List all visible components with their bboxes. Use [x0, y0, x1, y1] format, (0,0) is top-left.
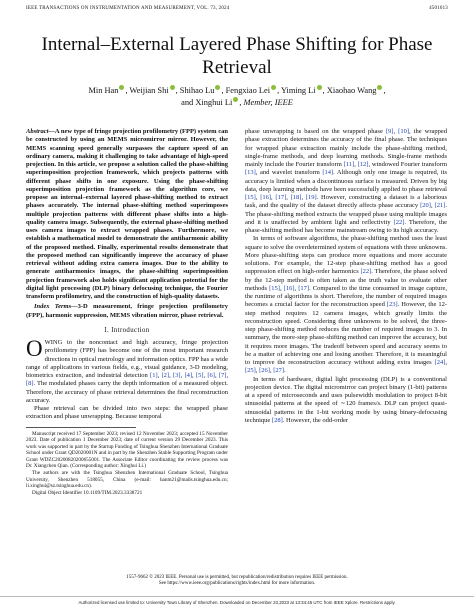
citation-link[interactable]: [16] [283, 284, 295, 292]
citation-link[interactable]: [16] [260, 194, 272, 201]
index-terms [26, 303, 228, 320]
citation-link[interactable]: [21] [434, 202, 446, 210]
orcid-icon[interactable] [377, 85, 382, 90]
drop-cap: O [26, 336, 43, 361]
index-terms-text: 3-D measurement, fringe projection profilometry (FPP), harmonic suppression, MEMS vibration mirror, phase retrieval. [26, 303, 228, 319]
author-name: , Shihao Lu [175, 86, 215, 95]
citation-link[interactable]: [25] [245, 367, 256, 375]
abstract [26, 128, 228, 301]
citation-link[interactable]: [27] [273, 367, 285, 375]
author-name: , Fengxiao Lei [221, 86, 271, 95]
citation-link[interactable]: [20] [420, 202, 431, 210]
abstract-text: A new type of fringe projection profilometry (FPP) system can be constructed by using an MEMS micromirror mirror. However, the MEMS scanning speed generally surpasses the capture speed of an ordinary camera, making it challenging to take advantage of high-speed projection. In this article, we propose a solution called the phase-shifting superimposition projection framework, which projects patterns with different phase shifts in one exposure. Using the phase-shifting superimposition projection framework as the algorithm core, we propose an internal–external layered phase-shifting method to extract phases accurately. The internal phase-shifting method superimposes multiple projection patterns with different phase shifts into a high-quality camera image. Subsequently, the external phase-shifting method uses camera images to extract wrapped phases. Furthermore, we establish a mathematical model to demonstrate the antiharmonic ability of the proposed method. Finally, experimental results demonstrate that the proposed method can significantly improve the accuracy of phase retrieval without adding extra camera images. Due to the ability to generate antiharmonics images, the phase-shifting superimposition projection framework also holds significant application potential for the digital light processing (DLP) binary defocusing technique, the Fourier transform profilometry, and the construction of high-quality datasets. [26, 128, 228, 300]
copyright-notice [26, 575, 448, 588]
orcid-icon[interactable] [233, 97, 238, 102]
citation-link[interactable]: [6] [207, 372, 215, 379]
author-name: , Xiaohao Wang [322, 86, 377, 95]
abstract-label: Abstract— [26, 128, 55, 135]
author-name: , Yiming Li [277, 86, 316, 95]
citation-link[interactable]: [18] [290, 194, 302, 201]
citation-link[interactable]: [17] [275, 194, 287, 201]
copyright-line: 1557-9662 © 2023 IEEE. Personal use is permitted, but republication/redistribution requires IEEE permission. [126, 575, 348, 580]
author-sep: , [383, 86, 386, 95]
footnote-doi: Digital Object Identifier 10.1109/TIM.2023.3338721 [32, 489, 143, 496]
member-grade: , Member, IEEE [239, 98, 293, 107]
orcid-icon[interactable] [119, 85, 124, 90]
citation-link[interactable]: [23] [386, 301, 398, 309]
citation-link[interactable]: [22] [393, 218, 405, 226]
citation-link[interactable]: [14] [322, 169, 334, 177]
copyright-line: See https://www.ieee.org/publications/rights/index.html for more information. [158, 581, 316, 587]
orcid-icon[interactable] [170, 85, 175, 90]
download-notice: Authorized licensed use limited to: University Town Library of Shenzhen. Downloaded on December 23,2023 at 13:34:45 UTC from IEEE Xplore. Restrictions apply. [78, 600, 396, 605]
right-column [245, 128, 447, 425]
intro-paragraph: OWING to the noncontact and high accuracy, fringe projection profilometry (FPP) has become one of the most important research directions in optical metrology and information optics. FPP has a wide range of applications in various fields, e.g., visual guidance, 3-D modeling, biometrics extraction, and industrial detection [1], [2], [3], [4], [5], [6], [7], [8]. The modulated phases carry the depth information of a measured object. Therefore, the accuracy of phase retrieval determines the final reconstruction accuracy. [26, 336, 229, 404]
left-column [26, 128, 228, 496]
journal-name: IEEE TRANSACTIONS ON INSTRUMENTATION AND MEASUREMENT, VOL. 73, 2024 [26, 6, 230, 11]
intro-paragraph: Phase retrieval can be divided into two steps: the wrapped phase extraction and phase unwrapping. Because temporal [26, 405, 228, 421]
citation-link[interactable]: [12] [357, 161, 369, 168]
citation-link[interactable]: [8] [26, 380, 34, 388]
author-name: Min Han [88, 86, 119, 95]
citation-link[interactable]: [13] [245, 169, 256, 177]
citation-link[interactable]: [10] [398, 128, 409, 135]
author-list [30, 85, 444, 109]
citation-link[interactable]: [7] [218, 372, 227, 379]
citation-link[interactable]: [26] [259, 367, 270, 375]
citation-link[interactable]: [19] [305, 194, 317, 201]
body-paragraph: phase unwrapping is based on the wrapped phase [9], [10], the wrapped phase extraction determines the accuracy of the final phase. The techniques for wrapped phase extraction mainly include the phase-shifting method, single-frame methods, and deep learning methods. Single-frame methods mainly include the Fourier transform [11], [12], windowed Fourier transform [13], and wavelet transform [14]. Although only one image is required, its accuracy is limited when a discontinuous surface is measured. Driven by big data, deep learning methods have been successfully applied to phase retrieval [15], [16], [17], [18], [19]. However, constructing a dataset is a laborious task, and the quality of the dataset directly affects phase accuracy [20], [21]. The phase-shifting method extracts the wrapped phase using multiple images and it is unaffected by ambient light and reflectivity [22]. Therefore, the phase-shifting method has become mainstream owing to its high accuracy. [245, 128, 448, 234]
citation-link[interactable]: [3] [172, 372, 181, 379]
footnote-rule [26, 427, 136, 428]
citation-link[interactable]: [15] [269, 284, 280, 292]
body-paragraph: In terms of hardware, digital light processing (DLP) is a conventional projection device. The digital micromirror can project binary (1-bit) patterns at a speed of microseconds and uses pulsewidth modulation to project 8-bit sinusoidal patterns at the speed of ∼120 frames/s. DLP can project quasi-sinusoidal patterns in the 1-bit working mode by using binary-defocusing technique [28]. However, the odd-order [245, 375, 447, 424]
citation-link[interactable]: [17] [298, 284, 310, 292]
author-name: and Xinghui Li [181, 98, 233, 107]
index-terms-label: Index Terms— [34, 303, 78, 311]
footnote-affiliation: The authors are with the Tsinghua Shenzhen International Graduate School, Tsinghua University, Shenzhen 518055, China (e-mail: hanm21@mails.tsinghua.edu.cn; li.xinghui@sz.tsinghua.edu.cn). [26, 470, 228, 490]
citation-link[interactable]: [15] [245, 194, 256, 201]
section-heading: I. Introduction [104, 326, 150, 334]
citation-link[interactable]: [2] [161, 372, 170, 379]
paper-title: Internal–External Layered Phase Shifting for Phase Retrieval [41, 34, 433, 78]
citation-link[interactable]: [28] [271, 416, 283, 424]
citation-link[interactable]: [1] [150, 372, 158, 379]
author-name: , Weijian Shi [125, 86, 169, 95]
citation-link[interactable]: [5] [195, 372, 204, 379]
page-number: 4501013 [429, 6, 448, 11]
citation-link[interactable]: [24] [434, 359, 446, 366]
citation-link[interactable]: [4] [184, 372, 193, 379]
body-paragraph: In terms of software algorithms, the phase-shifting method uses the least square to solve the overdetermined system of equations with three unknowns. More phase-shifting steps can produce more equations and more accurate solutions. For example, the 12-step phase-shifting method has a good suppression effect on high-order harmonics [22]. Therefore, the phase solved by the 12-step method is often taken as the truth value to evaluate other methods [15], [16], [17]. Compared to the time consumed in image capture, the runtime of algorithms is short. Therefore, the number of required images becomes a crucial factor for the reconstruction speed [23]. However, the 12-step method requires 12 camera images, which greatly limits the reconstruction speed. Considering three unknowns to be solved, the three-step phase-shifting method reduces the number of required images to 3. In summary, the more-step phase-shifting method can improve the accuracy, but it requires more images. The tradeoff between speed and accuracy seems to be a matter of achieving one and losing another. Therefore, it is meaningful to improve the reconstruction accuracy without adding extra images [24], [25], [26], [27]. [245, 235, 448, 375]
license-footer [0, 596, 474, 609]
footnote-manuscript: Manuscript received 17 September 2023; revised 12 November 2023; accepted 15 November 2023. Date of publication 1 December 2023; date of current version 29 December 2023. This work was supported in part by the Startup Funding of Tsinghua Shenzhen International Graduate School under Grant QD2020001N and in part by the Shenzhen Stable Supporting Program under Grant WDZC20200820200655001. The Associate Editor coordinating the review process was Dr. Xiangchen Qian. (Corresponding author: Xinghui Li.) [26, 430, 228, 470]
orcid-icon[interactable] [215, 85, 220, 90]
orcid-icon[interactable] [271, 85, 276, 90]
citation-link[interactable]: [22] [360, 268, 372, 276]
citation-link[interactable]: [9] [385, 128, 394, 135]
orcid-icon[interactable] [317, 85, 322, 90]
citation-link[interactable]: [11] [343, 161, 355, 168]
